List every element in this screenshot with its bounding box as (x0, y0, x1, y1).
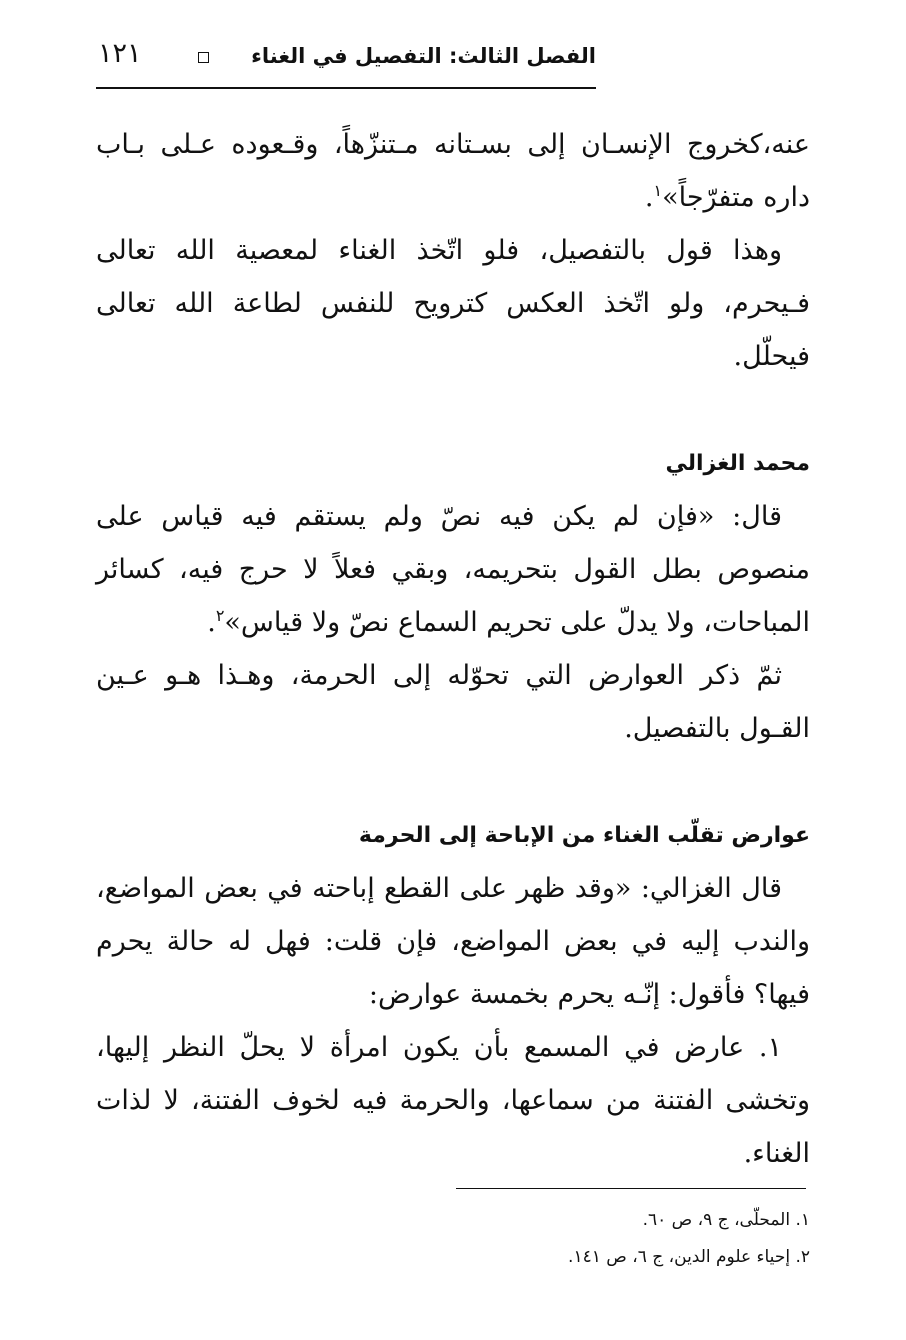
paragraph-1: عنه،كخروج الإنسـان إلى بسـتانه مـتنزّهاً، وقـعوده عـلى بـاب داره متفرّجاً»$^١$. (96, 129, 810, 213)
paragraph-1-text: عنه،كخروج الإنسـان إلى بسـتانه مـتنزّهاً، وقـعوده عـلى بـاب داره متفرّجاً» (96, 129, 810, 213)
square-ornament-icon (198, 52, 209, 63)
paragraph-4: ثمّ ذكر العوارض التي تحوّله إلى الحرمة، وهـذا هـو عـين القـول بالتفصيل. (96, 660, 810, 744)
paragraph-3: قال: «فإن لم يكن فيه نصّ ولم يستقم فيه قياس على منصوص بطل القول بتحريمه، وبقي فعلاً لا حرج فيه، كسائر المباحات، ولا يدلّ على تحريم السماع نصّ ولا قياس»$^٢$. (96, 501, 810, 638)
section-heading-ghazali: محمد الغزالي (665, 451, 810, 476)
footnotes (310, 1202, 810, 1276)
paragraph-6: ١. عارض في المسمع بأن يكون امرأة لا يحلّ النظر إليها، وتخشى الفتنة من سماعها، والحرمة فيه لخوف الفتنة، لا لذات الغناء. (96, 1032, 810, 1169)
footnote-ref-1[interactable]: ١ (653, 181, 663, 200)
paragraph-3-text: قال: «فإن لم يكن فيه نصّ ولم يستقم فيه قياس على منصوص بطل القول بتحريمه، وبقي فعلاً لا حرج فيه، كسائر المباحات، ولا يدلّ على تحريم السماع نصّ ولا قياس» (96, 501, 810, 638)
section-gap (96, 755, 810, 809)
page-number: ١٢١ (98, 38, 142, 69)
footnote-rule (456, 1188, 806, 1189)
main-text (96, 118, 810, 1180)
paragraph-2: وهذا قول بالتفصيل، فلو اتّخذ الغناء لمعصية الله تعالى فـيحرم، ولو اتّخذ العكس كترويح للنفس لطاعة الله تعالى فيحلّل. (96, 235, 810, 372)
section-heading-accidents: عوارض تقلّب الغناء من الإباحة إلى الحرمة (358, 823, 810, 848)
footnote-2: ٢. إحياء علوم الدين، ج ٦، ص ١٤١. (568, 1247, 810, 1267)
paragraph-5: قال الغزالي: «وقد ظهر على القطع إباحته في بعض المواضع، والندب إليه في بعض المواضع، فإن قلت: فهل له حالة يحرم فيها؟ فأقول: إنّـه يحرم بخمسة عوارض: (96, 873, 810, 1010)
section-gap (96, 383, 810, 437)
footnote-1: ١. المحلّى، ج ٩، ص ٦٠. (642, 1210, 810, 1230)
footnote-ref-2[interactable]: ٢ (215, 606, 225, 625)
header-rule (96, 87, 596, 89)
chapter-title: الفصل الثالث: التفصيل في الغناء (251, 44, 596, 68)
running-header (96, 38, 596, 84)
